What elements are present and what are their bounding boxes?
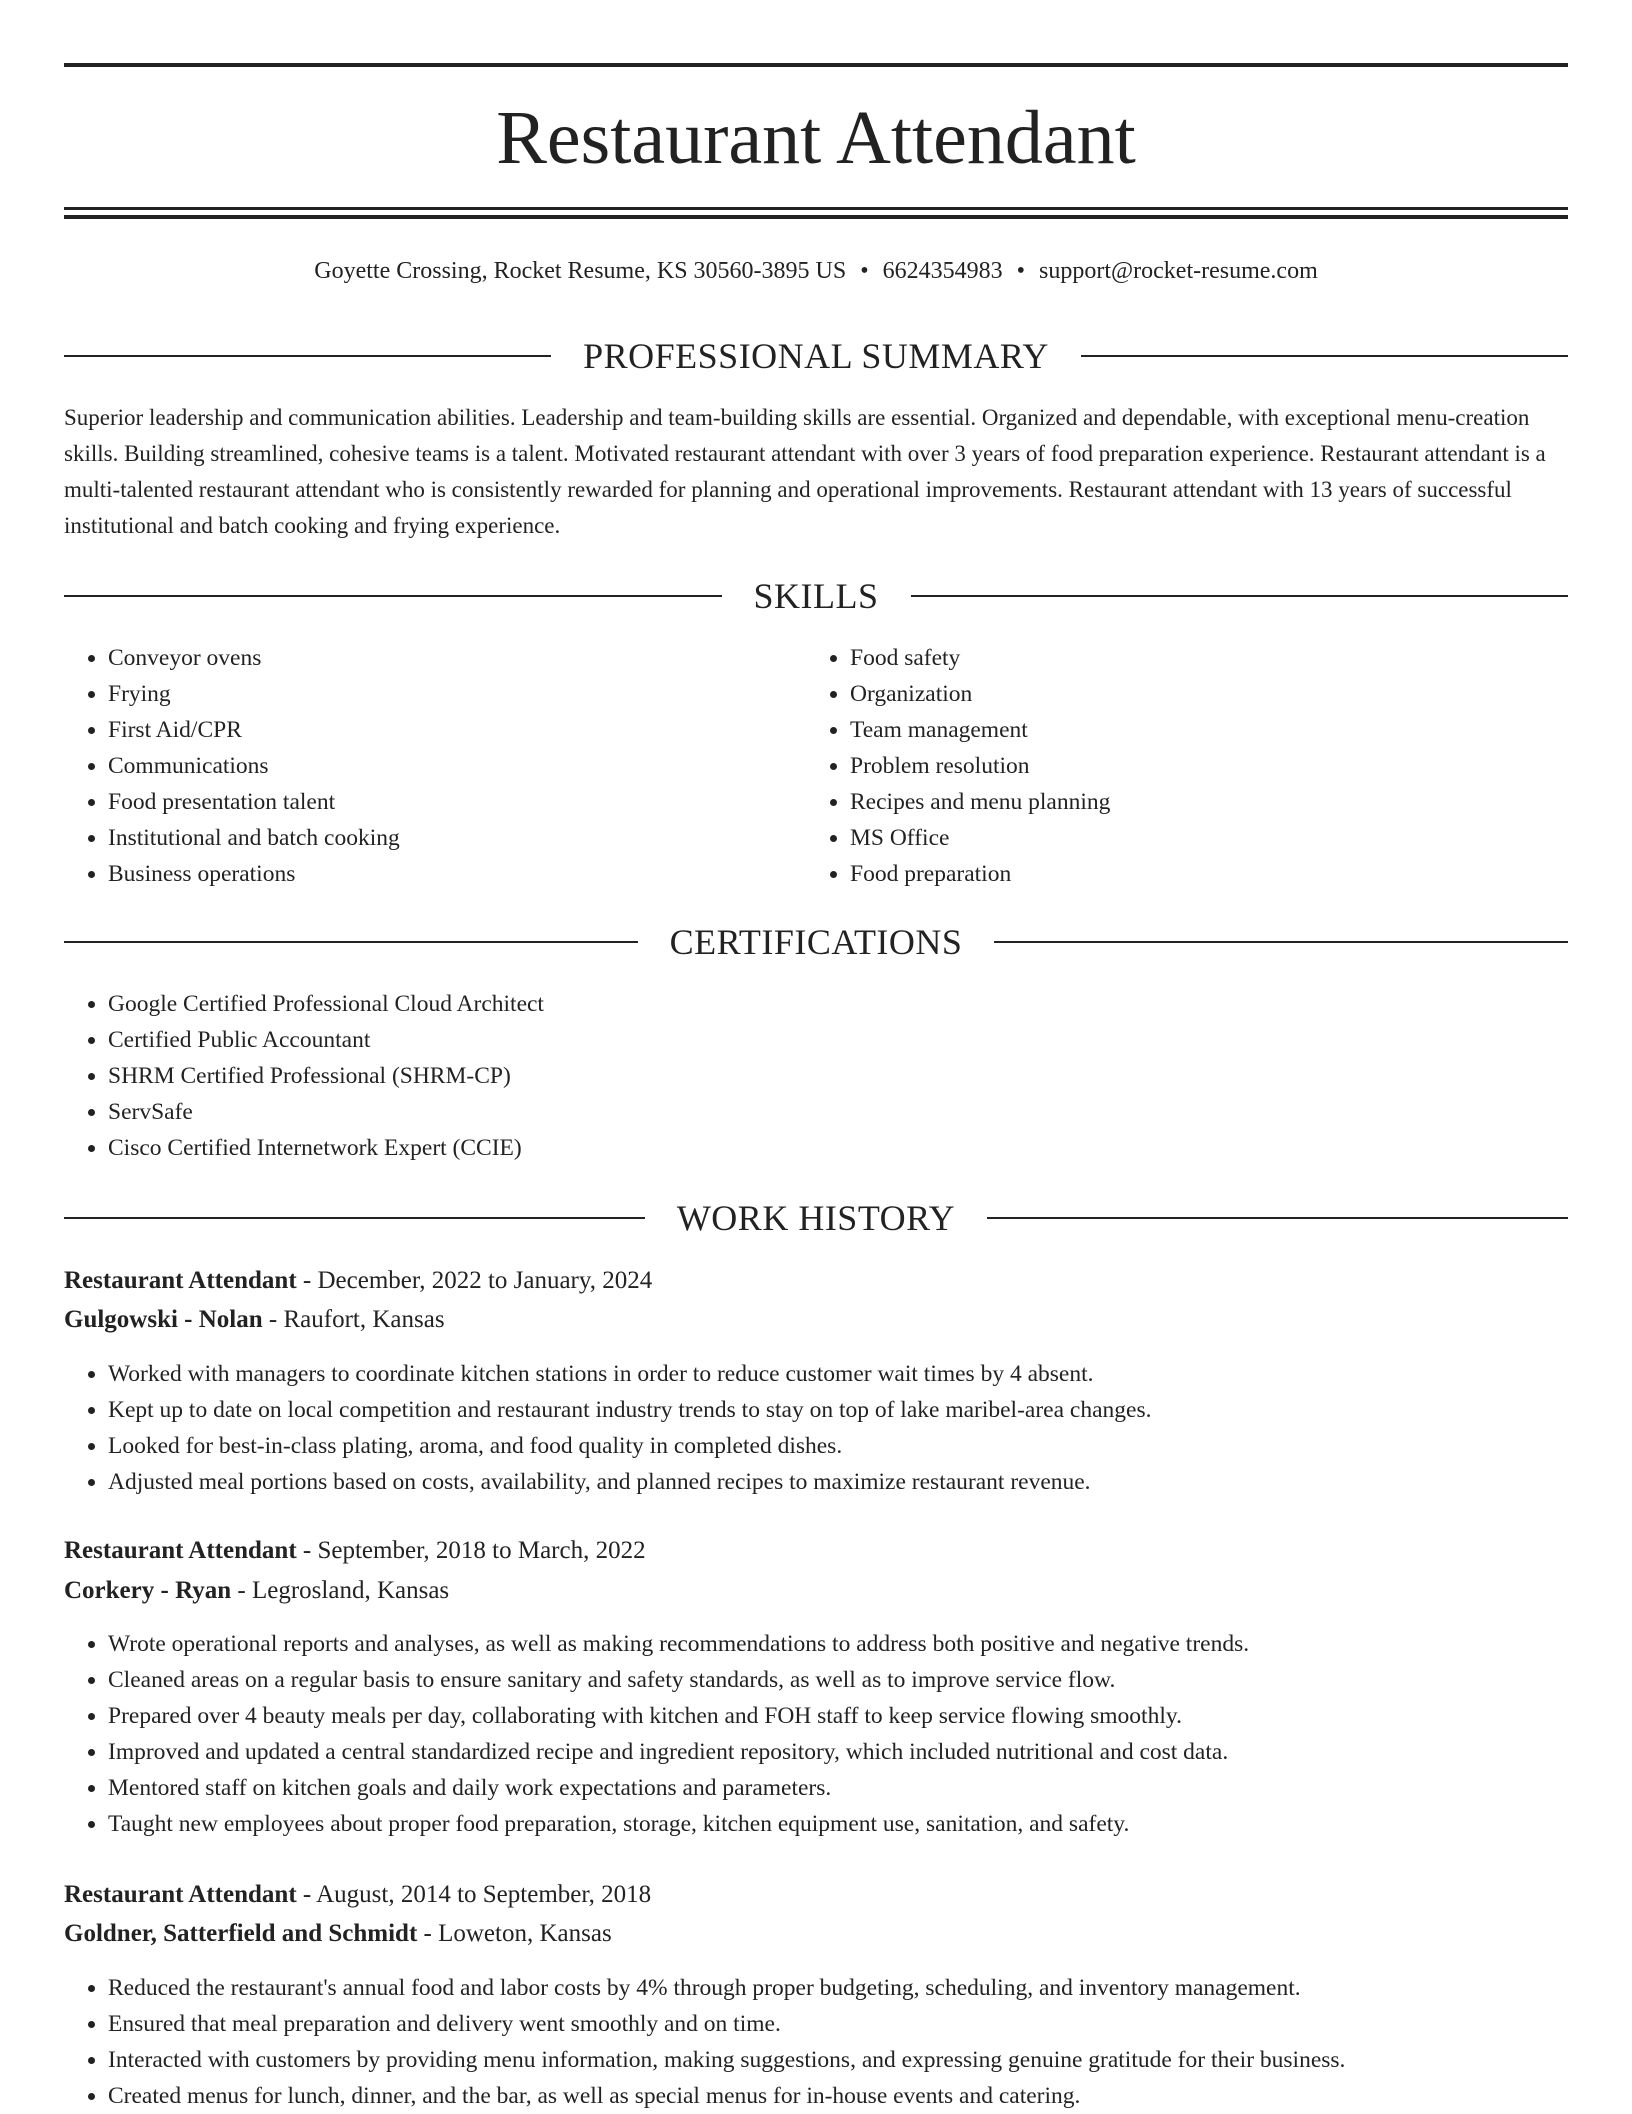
job-bullet: • Cleaned areas on a regular basis to ensure sanitary and safety standards, as well as to improve service flow. <box>108 1662 1568 1698</box>
job-company: Corkery - Ryan <box>64 1577 232 1604</box>
section-rule-right <box>987 1217 1568 1219</box>
section-rule-left <box>64 595 722 597</box>
section-title: PROFESSIONAL SUMMARY <box>583 336 1049 376</box>
job-title: Restaurant Attendant <box>64 1537 297 1564</box>
contact-address: Goyette Crossing, Rocket Resume, KS 30560-3895 US <box>314 258 847 284</box>
skill-item: • Food presentation talent <box>108 784 808 820</box>
certification-item: • SHRM Certified Professional (SHRM-CP) <box>108 1058 1568 1094</box>
contact-separator: • <box>1016 258 1026 284</box>
job-bullet: • Created menus for lunch, dinner, and the bar, as well as special menus for in-house events and catering. <box>108 2078 1568 2114</box>
job-company-line <box>64 1916 1568 1952</box>
contact-email: support@rocket-resume.com <box>1039 258 1318 284</box>
certification-item: • Cisco Certified Internetwork Expert (CCIE) <box>108 1130 1568 1166</box>
job-bullet: • Adjusted meal portions based on costs, availability, and planned recipes to maximize restaurant revenue. <box>108 1464 1568 1500</box>
skills-list-left <box>64 640 808 892</box>
job-company-line <box>64 1573 1568 1609</box>
summary-paragraph: Superior leadership and communication abilities. Leadership and team-building skills are essential. Organized and dependable, with exceptional menu-creation skills. Building streamlined, cohesive teams is a talent. Motivated restaurant attendant with over 3 years of food preparation experience. Restaurant attendant is a multi-talented restaurant attendant who is consistently rewarded for planning and operational improvements. Restaurant attendant with 13 years of successful institutional and batch cooking and frying experience. <box>64 405 1546 538</box>
job-dates: - December, 2022 to January, 2024 <box>302 1267 653 1294</box>
job-bullets <box>64 1356 1568 1500</box>
skill-item: • MS Office <box>850 820 1550 856</box>
job-bullet: • Looked for best-in-class plating, aroma, and food quality in completed dishes. <box>108 1428 1568 1464</box>
section-title: WORK HISTORY <box>676 1198 956 1238</box>
section-rule-right <box>911 595 1569 597</box>
section-rule-left <box>64 941 638 943</box>
double-rule-lower <box>64 215 1568 219</box>
contact-separator: • <box>860 258 869 284</box>
resume-name: Restaurant Attendant <box>496 96 1136 180</box>
section-header-work-history <box>64 1196 1568 1240</box>
job-location: - Legrosland, Kansas <box>237 1577 450 1604</box>
job-bullet: • Ensured that meal preparation and delivery went smoothly and on time. <box>108 2006 1568 2042</box>
job-title-line <box>64 1533 1568 1569</box>
job-bullet: • Improved and updated a central standardized recipe and ingredient repository, which included nutritional and cost data. <box>108 1734 1568 1770</box>
skill-item: • Business operations <box>108 856 808 892</box>
contact-line <box>64 254 1568 288</box>
job-bullet: • Wrote operational reports and analyses, as well as making recommendations to address both positive and negative trends. <box>108 1626 1568 1662</box>
section-header-skills <box>64 574 1568 618</box>
job-location: - Loweton, Kansas <box>423 1920 612 1947</box>
section-header-certifications <box>64 920 1568 964</box>
certifications-list <box>64 986 1568 1166</box>
skills-list-right <box>806 640 1550 892</box>
skill-item: • Team management <box>850 712 1550 748</box>
job-bullet: • Kept up to date on local competition and restaurant industry trends to stay on top of lake maribel-area changes. <box>108 1392 1568 1428</box>
job-dates: - September, 2018 to March, 2022 <box>302 1537 646 1564</box>
job-company: Gulgowski - Nolan <box>64 1306 263 1333</box>
section-rule-left <box>64 355 551 357</box>
skill-item: • Organization <box>850 676 1550 712</box>
section-title: SKILLS <box>753 576 879 616</box>
job-bullet: • Reduced the restaurant's annual food and labor costs by 4% through proper budgeting, scheduling, and inventory management. <box>108 1970 1568 2006</box>
job-bullet: • Taught new employees about proper food preparation, storage, kitchen equipment use, sanitation, and safety. <box>108 1806 1568 1842</box>
section-header-summary <box>64 334 1568 378</box>
job-company-line <box>64 1302 1568 1338</box>
job-company: Goldner, Satterfield and Schmidt <box>64 1920 418 1947</box>
section-rule-right <box>1081 355 1568 357</box>
job-title: Restaurant Attendant <box>64 1881 297 1908</box>
skill-item: • Institutional and batch cooking <box>108 820 808 856</box>
contact-phone: 6624354983 <box>882 258 1003 284</box>
job-location: - Raufort, Kansas <box>268 1306 445 1333</box>
skill-item: • Food preparation <box>850 856 1550 892</box>
skill-item: • Conveyor ovens <box>108 640 808 676</box>
job-title-line <box>64 1877 1568 1913</box>
job-bullet: • Interacted with customers by providing menu information, making suggestions, and expressing genuine gratitude for their business. <box>108 2042 1568 2078</box>
section-rule-left <box>64 1217 645 1219</box>
job-bullet: • Worked with managers to coordinate kitchen stations in order to reduce customer wait times by 4 absent. <box>108 1356 1568 1392</box>
skill-item: • Recipes and menu planning <box>850 784 1550 820</box>
skill-item: • First Aid/CPR <box>108 712 808 748</box>
certification-item: • Google Certified Professional Cloud Architect <box>108 986 1568 1022</box>
job-bullet: • Mentored staff on kitchen goals and daily work expectations and parameters. <box>108 1770 1568 1806</box>
section-rule-right <box>994 941 1568 943</box>
skill-item: • Frying <box>108 676 808 712</box>
certification-item: • ServSafe <box>108 1094 1568 1130</box>
skill-item: • Food safety <box>850 640 1550 676</box>
certification-item: • Certified Public Accountant <box>108 1022 1568 1058</box>
skill-item: • Problem resolution <box>850 748 1550 784</box>
top-rule <box>64 63 1568 67</box>
job-title-line <box>64 1263 1568 1299</box>
job-title: Restaurant Attendant <box>64 1267 297 1294</box>
job-bullets <box>64 1970 1568 2114</box>
section-title: CERTIFICATIONS <box>669 922 963 962</box>
job-dates: - August, 2014 to September, 2018 <box>302 1881 652 1908</box>
job-bullets <box>64 1626 1568 1842</box>
skill-item: • Communications <box>108 748 808 784</box>
job-bullet: • Prepared over 4 beauty meals per day, collaborating with kitchen and FOH staff to keep service flowing smoothly. <box>108 1698 1568 1734</box>
double-rule-upper <box>64 207 1568 210</box>
